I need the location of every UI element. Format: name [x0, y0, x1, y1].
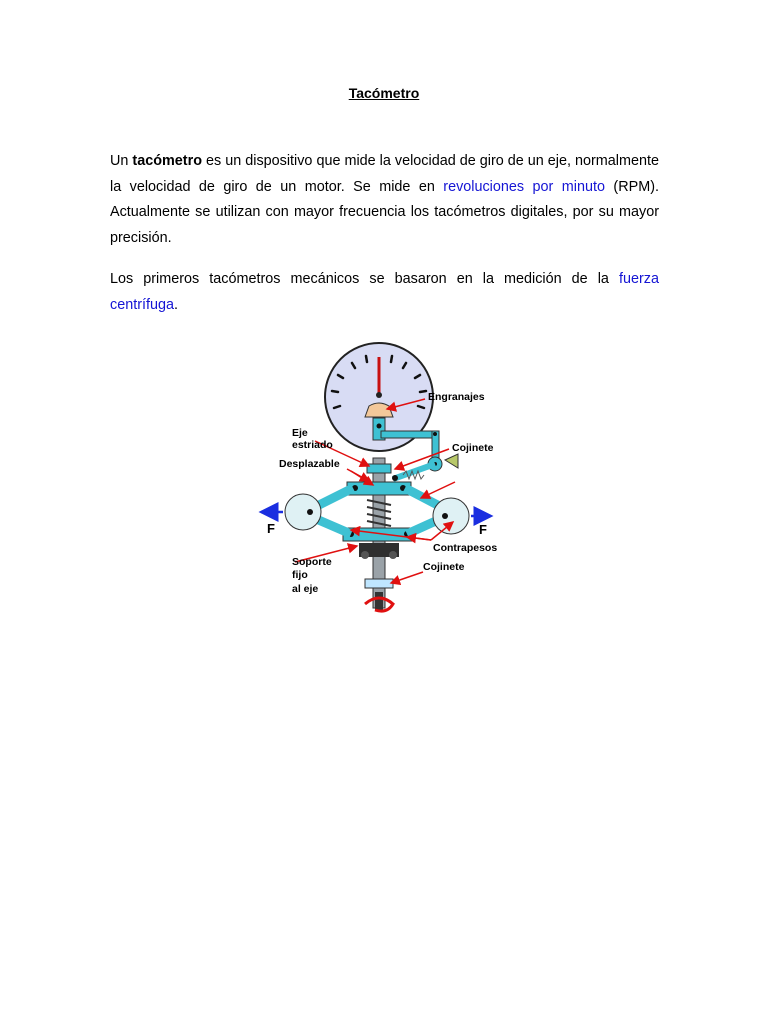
paragraph-mechanical: [110, 267, 659, 318]
label-desplazable: Desplazable: [279, 458, 340, 470]
paragraph-definition: [110, 149, 659, 252]
paragraph-text: .: [174, 296, 178, 313]
link-revoluciones-por-minuto[interactable]: revoluciones por minuto: [443, 178, 605, 195]
label-eje: Eje: [292, 427, 308, 439]
label-estriado: estriado: [292, 439, 333, 451]
paragraph-text: es un dispositivo que mide la velocidad de giro de un eje, normalmente la velocidad de giro de un motor. Se mide en: [110, 153, 659, 195]
central-shaft: [343, 458, 415, 611]
paragraph-text: Los primeros tacómetros mecánicos se basaron en la medición de la: [110, 271, 619, 287]
bold-term: tacómetro: [132, 153, 202, 169]
label-force-left: F: [267, 521, 275, 536]
label-soporte: Soporte: [292, 556, 332, 568]
label-force-right: F: [479, 522, 487, 537]
document-title: Tacómetro: [348, 85, 420, 101]
link-fuerza-centrifuga[interactable]: fuerza centrífuga: [110, 271, 659, 313]
label-fijo: fijo: [292, 569, 308, 581]
tachometer-diagram: [255, 342, 500, 618]
label-cojinete-bottom: Cojinete: [423, 561, 465, 573]
label-contrapesos: Contrapesos: [433, 542, 498, 554]
flyweight-left: [285, 488, 353, 534]
paragraph-text: (RPM). Actualmente se utilizan con mayor frecuencia los tacómetros digitales, por su mayor precisión.: [110, 178, 659, 247]
label-cojinete-top: Cojinete: [452, 442, 494, 454]
label-engranajes: Engranajes: [428, 391, 485, 403]
label-al-eje: al eje: [292, 583, 319, 595]
paragraph-text: Un: [110, 153, 133, 169]
linkage-arm: [381, 431, 458, 481]
flyweight-right: [405, 488, 469, 534]
